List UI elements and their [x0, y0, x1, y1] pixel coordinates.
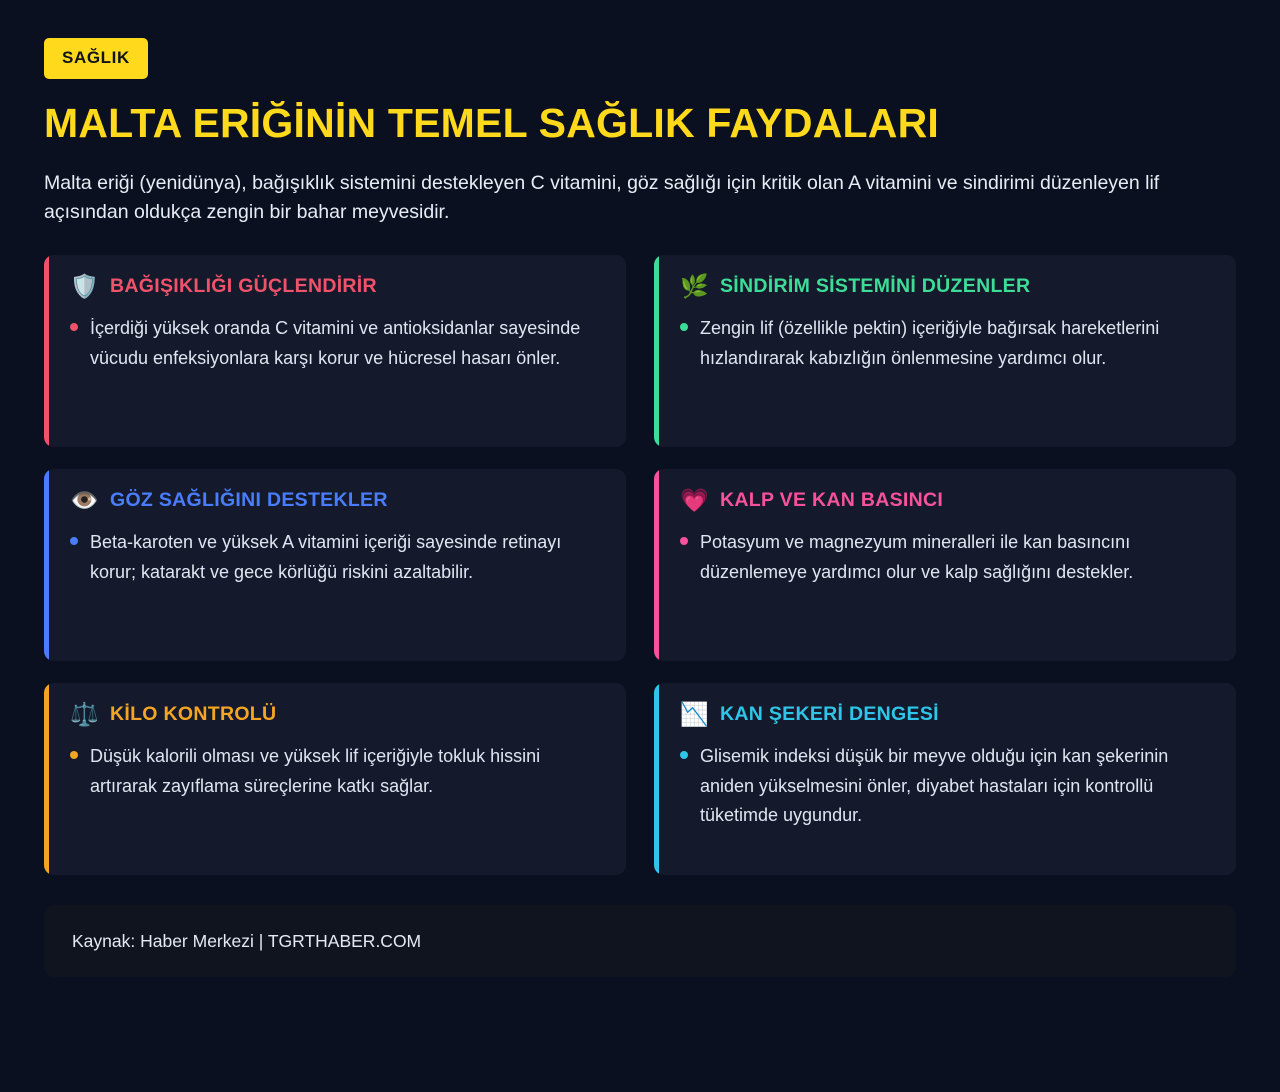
- card-title: KİLO KONTROLÜ: [110, 703, 277, 726]
- category-badge: SAĞLIK: [44, 38, 148, 79]
- benefit-card: [44, 683, 626, 875]
- card-header: [70, 703, 604, 726]
- benefit-card: [44, 469, 626, 661]
- card-header: [70, 489, 604, 512]
- bullet-dot: [680, 323, 688, 331]
- card-header: [680, 703, 1214, 726]
- card-title: GÖZ SAĞLIĞINI DESTEKLER: [110, 489, 388, 512]
- card-text: Potasyum ve magnezyum mineralleri ile kan basıncını düzenlemeye yardımcı olur ve kalp sağlığını destekler.: [700, 532, 1134, 582]
- card-body: [70, 742, 604, 800]
- benefit-card: [44, 255, 626, 447]
- card-accent-bar: [44, 469, 49, 661]
- card-title: SİNDİRİM SİSTEMİNİ DÜZENLER: [720, 275, 1031, 298]
- card-text: Glisemik indeksi düşük bir meyve olduğu için kan şekerinin aniden yükselmesini önler, diyabet hastaları için kontrollü tüketimde uygundur.: [700, 746, 1169, 825]
- card-text: Beta-karoten ve yüksek A vitamini içeriği sayesinde retinayı korur; katarakt ve gece körlüğü riskini azaltabilir.: [90, 532, 562, 582]
- bullet-dot: [70, 323, 78, 331]
- card-text: Zengin lif (özellikle pektin) içeriğiyle bağırsak hareketlerini hızlandırarak kabızlığın önlenmesine yardımcı olur.: [700, 318, 1160, 368]
- card-body: [680, 528, 1214, 586]
- benefit-card: [654, 683, 1236, 875]
- card-accent-bar: [654, 683, 659, 875]
- page-title: MALTA ERİĞİNİN TEMEL SAĞLIK FAYDALARI: [44, 100, 939, 146]
- card-header: [70, 275, 604, 298]
- source-text: Kaynak: Haber Merkezi | TGRTHABER.COM: [72, 930, 422, 951]
- card-title: BAĞIŞIKLIĞI GÜÇLENDİRİR: [110, 275, 377, 298]
- card-accent-bar: [654, 469, 659, 661]
- card-accent-bar: [654, 255, 659, 447]
- card-body: [70, 528, 604, 586]
- card-accent-bar: [44, 255, 49, 447]
- chart-decreasing-icon: 📉: [680, 701, 709, 728]
- herb-icon: 🌿: [680, 273, 709, 300]
- card-title: KAN ŞEKERİ DENGESİ: [720, 703, 939, 726]
- card-header: [680, 489, 1214, 512]
- benefits-grid: [44, 255, 1236, 875]
- source-footer: [44, 905, 1236, 977]
- bullet-dot: [70, 751, 78, 759]
- scale-icon: ⚖️: [70, 701, 99, 728]
- card-header: [680, 275, 1214, 298]
- bullet-dot: [680, 751, 688, 759]
- card-text: İçerdiği yüksek oranda C vitamini ve antioksidanlar sayesinde vücudu enfeksiyonlara karşı korur ve hücresel hasarı önler.: [90, 318, 581, 368]
- benefit-card: [654, 255, 1236, 447]
- card-body: [70, 314, 604, 372]
- card-accent-bar: [44, 683, 49, 875]
- bullet-dot: [70, 537, 78, 545]
- intro-paragraph: Malta eriği (yenidünya), bağışıklık sistemini destekleyen C vitamini, göz sağlığı için kritik olan A vitamini ve sindirimi düzenleyen lif açısından oldukça zengin bir bahar meyvesidir.: [44, 171, 1160, 224]
- card-body: [680, 742, 1214, 829]
- card-body: [680, 314, 1214, 372]
- card-title: KALP VE KAN BASINCI: [720, 489, 944, 512]
- eye-icon: 👁️: [70, 487, 99, 514]
- card-text: Düşük kalorili olması ve yüksek lif içeriğiyle tokluk hissini artırarak zayıflama süreçlerine katkı sağlar.: [90, 746, 541, 796]
- shield-icon: 🛡️: [70, 273, 99, 300]
- heart-icon: 💗: [680, 487, 709, 514]
- benefit-card: [654, 469, 1236, 661]
- bullet-dot: [680, 537, 688, 545]
